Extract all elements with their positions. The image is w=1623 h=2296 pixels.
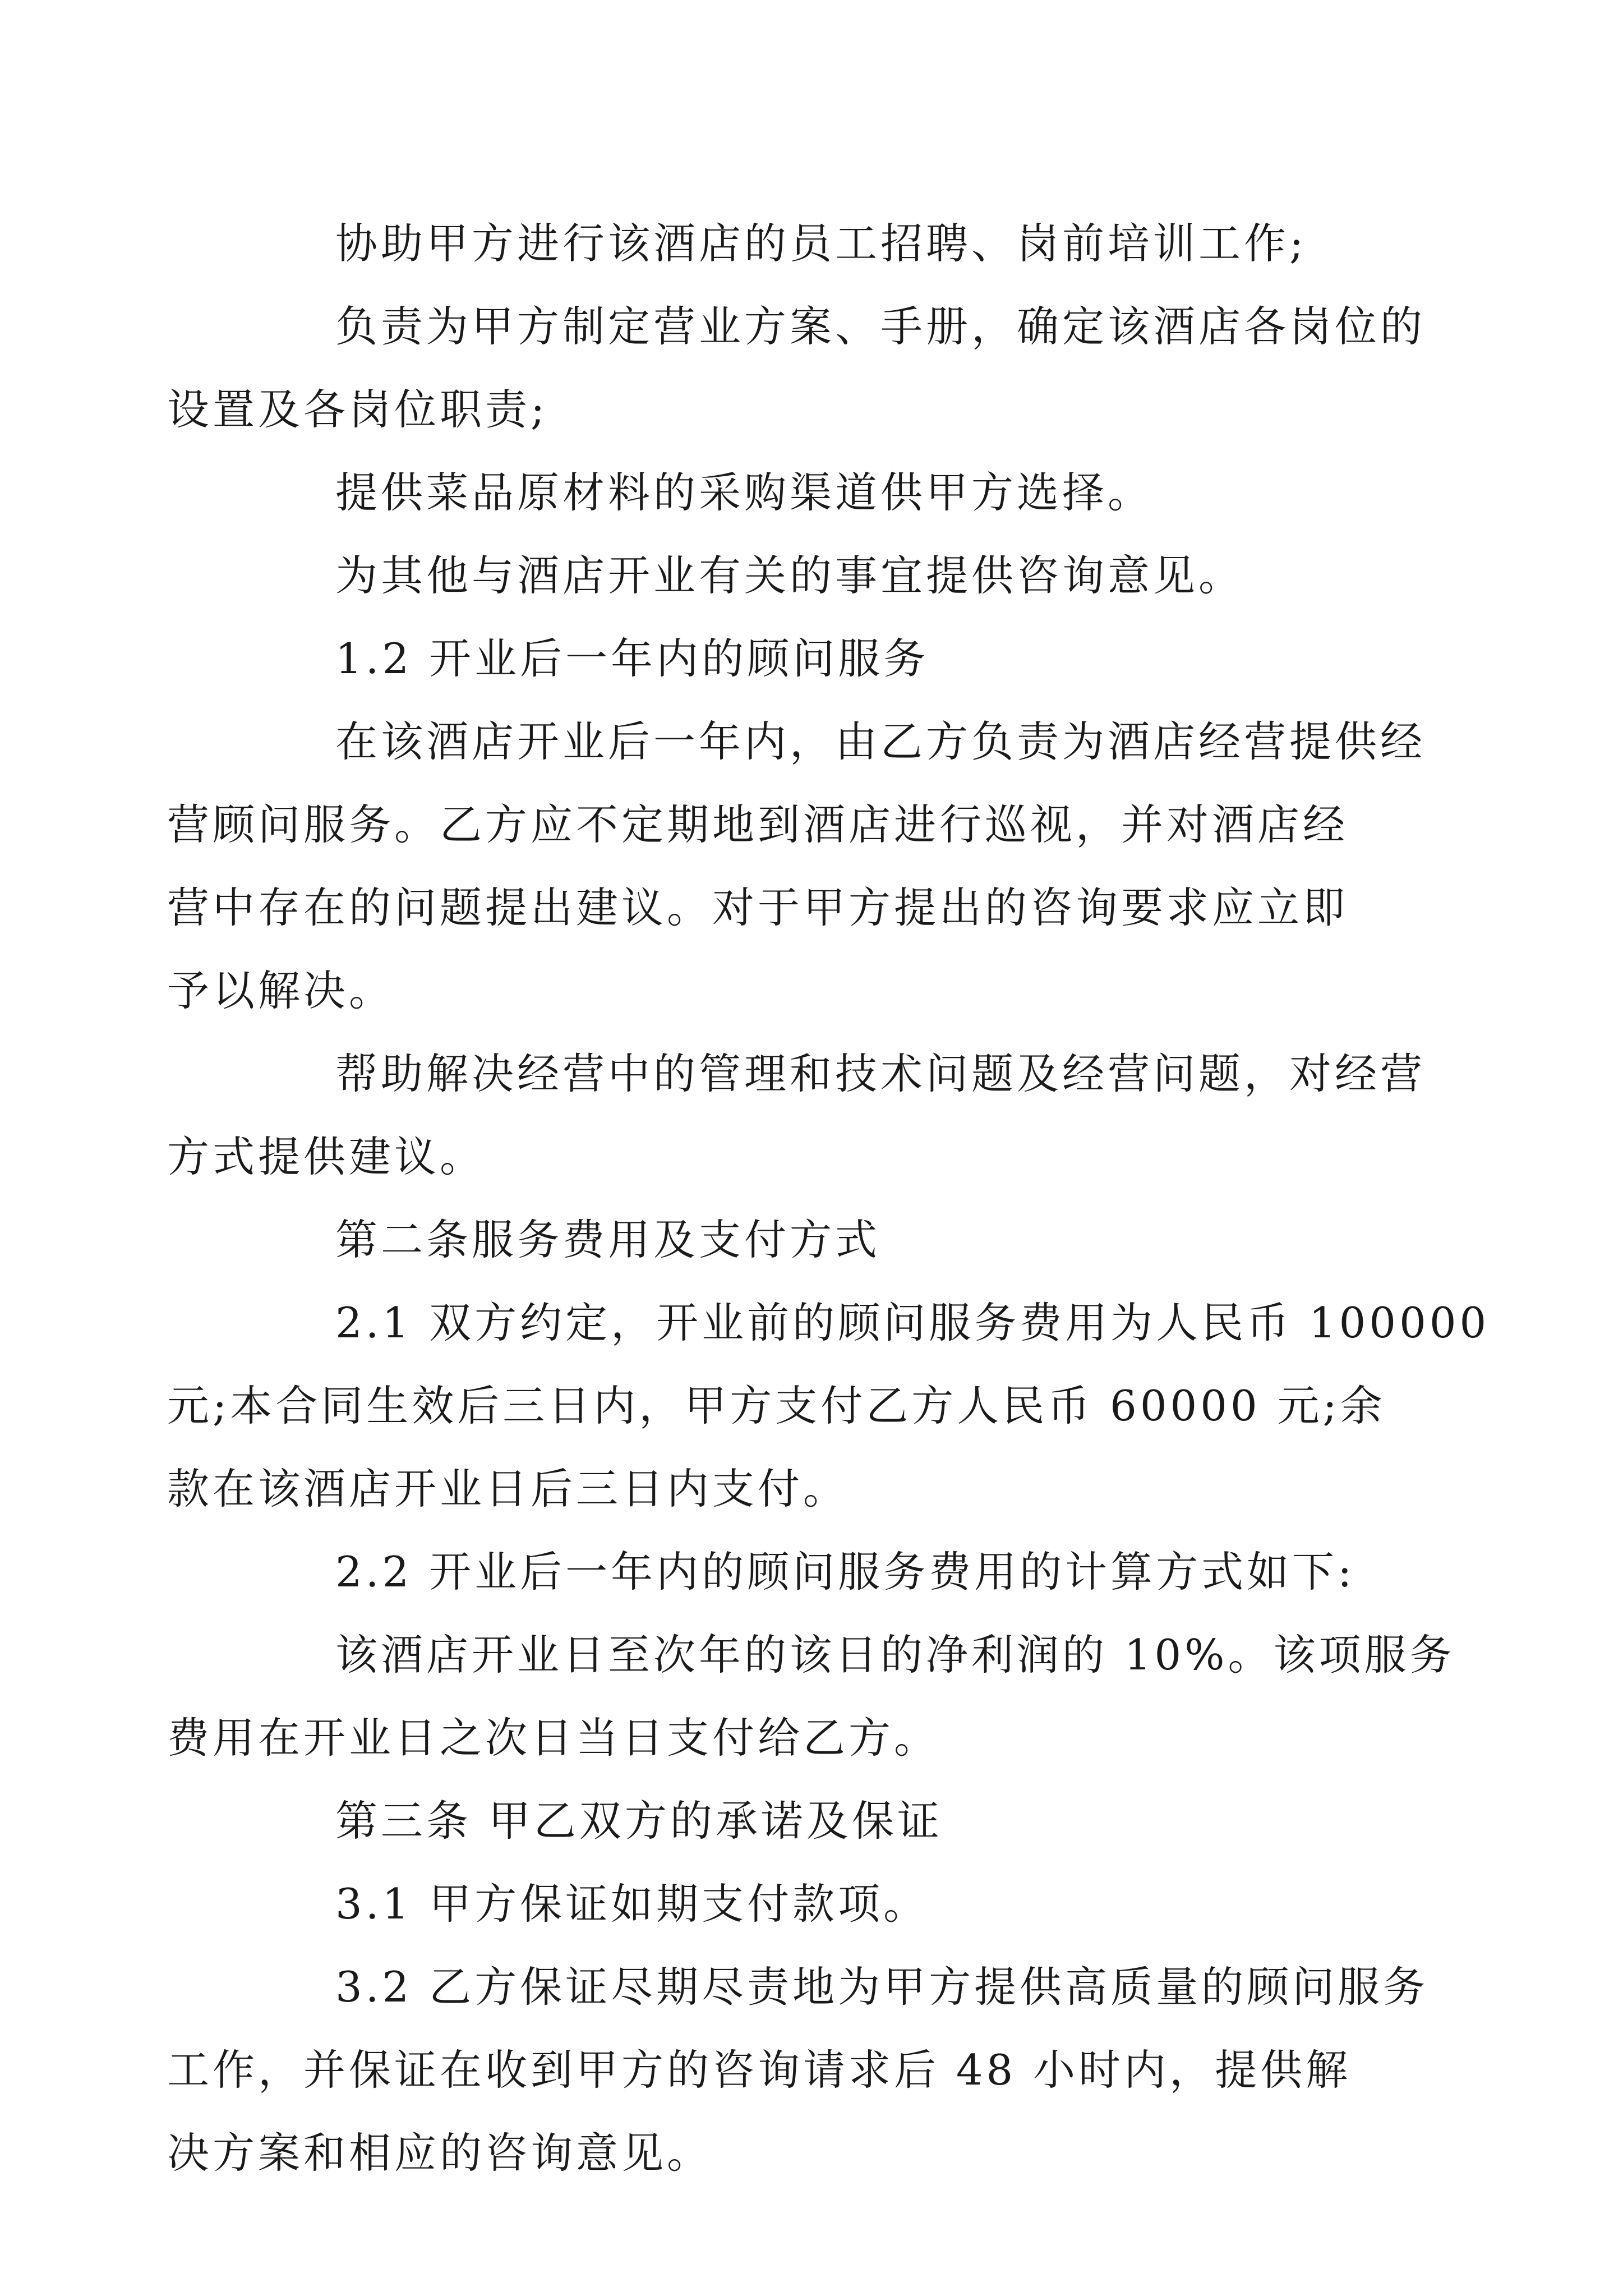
text-line: 元;本合同生效后三日内，甲方支付乙方人民币 60000 元;余 (167, 1381, 1386, 1430)
text-line: 营中存在的问题提出建议。对于甲方提出的咨询要求应立即 (167, 883, 1349, 932)
paragraph-management-help (167, 1032, 1426, 1198)
text-line: 费用在开业日之次日当日支付给乙方。 (167, 1713, 940, 1763)
paragraph-clause-3-1 (251, 1862, 1384, 1945)
text-line: 第三条 甲乙双方的承诺及保证 (335, 1796, 943, 1846)
paragraph-clause-3-2 (167, 1945, 1429, 2194)
paragraph-procurement-channels (251, 451, 1384, 534)
text-line: 3.2 乙方保证尽期尽责地为甲方提供高质量的顾问服务 (335, 1962, 1429, 2012)
article-heading-3 (251, 1779, 1384, 1862)
paragraph-staff-recruitment (251, 202, 1384, 285)
text-line: 第二条服务费用及支付方式 (335, 1215, 881, 1264)
text-line: 决方案和相应的咨询意见。 (167, 2128, 713, 2178)
paragraph-clause-2-1 (167, 1281, 1490, 1530)
text-line: 提供菜品原材料的采购渠道供甲方选择。 (335, 468, 1154, 517)
text-line: 负责为甲方制定营业方案、手册，确定该酒店各岗位的 (335, 302, 1426, 351)
article-heading-2 (251, 1198, 1384, 1281)
text-line: 在该酒店开业后一年内，由乙方负责为酒店经营提供经 (335, 717, 1426, 766)
paragraph-post-opening-service (167, 700, 1426, 1032)
text-line: 款在该酒店开业日后三日内支付。 (167, 1464, 849, 1513)
text-line: 2.1 双方约定，开业前的顾问服务费用为人民币 100000 (335, 1298, 1490, 1347)
text-line: 方式提供建议。 (167, 1132, 486, 1181)
text-line: 2.2 开业后一年内的顾问服务费用的计算方式如下: (335, 1547, 1355, 1596)
text-line: 营顾问服务。乙方应不定期地到酒店进行巡视，并对酒店经 (167, 800, 1349, 849)
text-line: 为其他与酒店开业有关的事宜提供咨询意见。 (335, 551, 1244, 600)
document-body (167, 202, 1490, 2194)
text-line: 3.1 甲方保证如期支付款项。 (335, 1879, 929, 1929)
paragraph-fee-calculation (167, 1613, 1455, 1779)
text-line: 设置及各岗位职责; (167, 385, 548, 434)
text-line: 协助甲方进行该酒店的员工招聘、岗前培训工作; (335, 219, 1307, 268)
text-line: 工作，并保证在收到甲方的咨询请求后 48 小时内，提供解 (167, 2045, 1352, 2095)
text-line: 该酒店开业日至次年的该日的净利润的 10%。该项服务 (335, 1630, 1455, 1680)
paragraph-operating-plan (167, 285, 1426, 451)
paragraph-clause-2-2 (251, 1530, 1384, 1613)
text-line: 帮助解决经营中的管理和技术问题及经营问题，对经营 (335, 1049, 1426, 1098)
text-line: 予以解决。 (167, 966, 395, 1015)
text-line: 1.2 开业后一年内的顾问服务 (335, 634, 929, 683)
paragraph-other-consulting (251, 534, 1384, 617)
section-heading-1-2 (251, 617, 1384, 700)
